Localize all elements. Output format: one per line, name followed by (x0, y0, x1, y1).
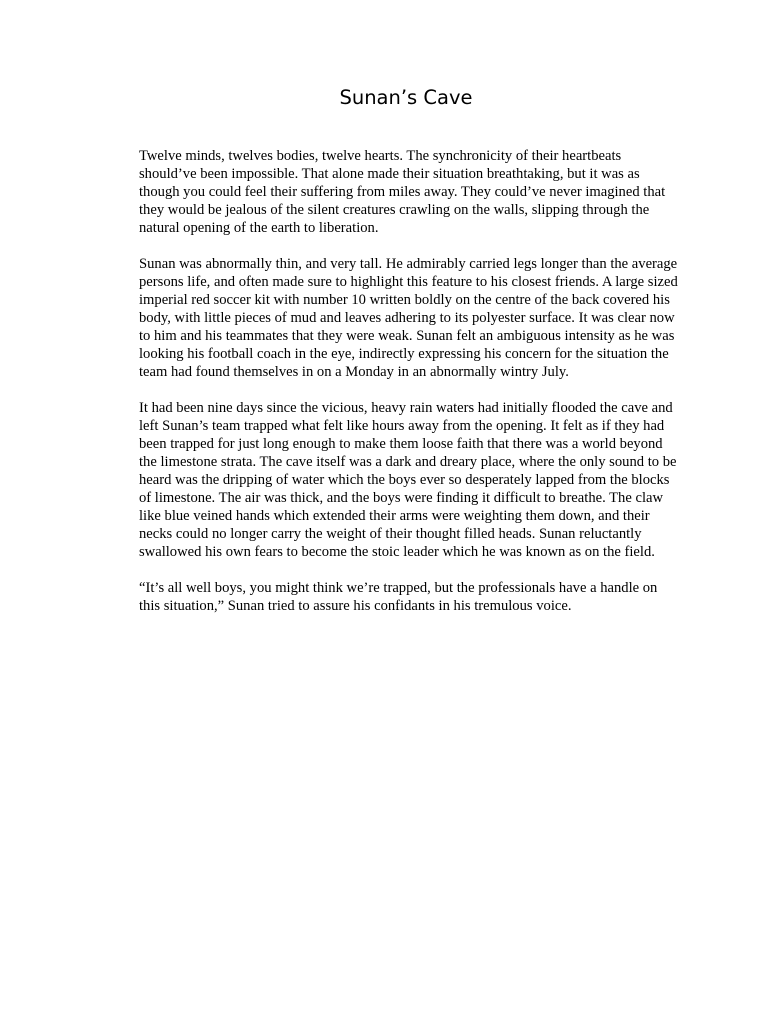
paragraph: Twelve minds, twelves bodies, twelve hearts. The synchronicity of their heartbeats should’ve been impossible. That alone made their situation breathtaking, but it was as though you could feel their suffering from miles away. They could’ve never imagined that they would be jealous of the silent creatures crawling on the walls, slipping through the natural opening of the earth to liberation. (139, 148, 666, 236)
paragraph: “It’s all well boys, you might think we’re trapped, but the professionals have a handle on this situation,” Sunan tried to assure his confidants in his tremulous voice. (139, 580, 658, 614)
paragraph: Sunan was abnormally thin, and very tall. He admirably carried legs longer than the average persons life, and often made sure to highlight this feature to his closest friends. A large sized imperial red soccer kit with number 10 written boldly on the centre of the back covered his body, with little pieces of mud and leaves adhering to its polyester surface. It was clear now to him and his teammates that they were weak. Sunan felt an ambiguous intensity as he was looking his football coach in the eye, indirectly expressing his concern for the situation the team had found themselves in on a Monday in an abnormally wintry July. (139, 256, 678, 380)
document-title: Sunan’s Cave (339, 86, 473, 109)
document-body (139, 147, 679, 633)
paragraph: It had been nine days since the vicious, heavy rain waters had initially flooded the cave and left Sunan’s team trapped what felt like hours away from the opening. It felt as if they had been trapped for just long enough to make them loose faith that there was a world beyond the limestone strata. The cave itself was a dark and dreary place, where the only sound to be heard was the dripping of water which the boys ever so desperately lapped from the blocks of limestone. The air was thick, and the boys were finding it difficult to breathe. The claw like blue veined hands which extended their arms were weighting them down, and their necks could no longer carry the weight of their thought filled heads. Sunan reluctantly swallowed his own fears to become the stoic leader which he was known as on the field. (139, 400, 677, 560)
